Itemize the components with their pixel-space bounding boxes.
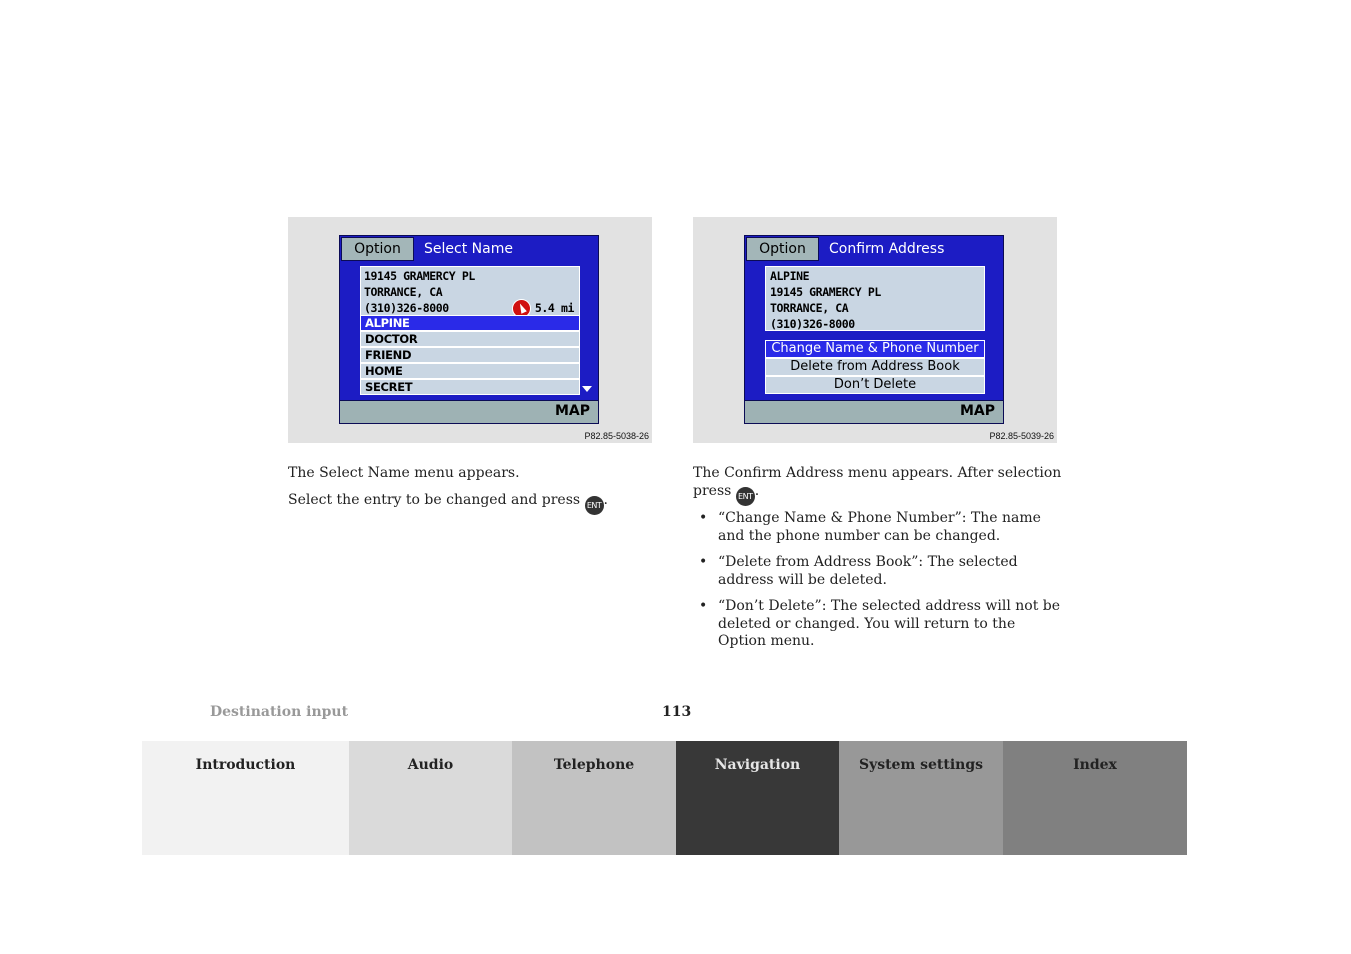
select-name-screen	[339, 235, 599, 424]
info-line: (310)326-8000	[364, 301, 449, 315]
nav-tab-system-settings[interactable]: System settings	[839, 741, 1003, 855]
caption-period: .	[754, 482, 760, 499]
list-item[interactable]: HOME	[360, 363, 580, 379]
scroll-down-icon[interactable]	[582, 386, 592, 392]
confirm-address-figure	[693, 217, 1057, 443]
address-line: ALPINE	[770, 269, 810, 283]
caption-text: The Confirm Address menu appears. After selection	[693, 465, 1062, 481]
caption-text: press	[693, 482, 732, 499]
address-line: 19145 GRAMERCY PL	[770, 285, 881, 299]
map-button[interactable]: MAP	[959, 403, 995, 419]
screen-footer	[340, 400, 598, 423]
change-name-phone-option[interactable]: Change Name & Phone Number	[765, 340, 985, 358]
ent-button-icon: ENT	[585, 496, 604, 515]
screen-footer	[745, 400, 1003, 423]
option-list	[765, 340, 985, 394]
section-name: Destination input	[210, 704, 349, 720]
option-descriptions	[693, 510, 1065, 660]
info-line: 19145 GRAMERCY PL	[364, 269, 475, 283]
address-line: (310)326-8000	[770, 317, 855, 331]
caption-period: .	[603, 492, 608, 508]
name-list	[360, 315, 580, 395]
nav-tab-index[interactable]: Index	[1003, 741, 1187, 855]
screen-title: Confirm Address	[829, 241, 945, 257]
address-info-box	[360, 266, 580, 318]
left-caption-2	[288, 492, 608, 515]
bullet-item: • “Delete from Address Book”: The selected address will be deleted.	[693, 554, 1065, 589]
confirm-address-screen	[744, 235, 1004, 424]
screen-title: Select Name	[424, 241, 513, 257]
ent-button-icon: ENT	[736, 487, 755, 506]
caption-line	[693, 483, 1065, 506]
option-tab[interactable]: Option	[341, 237, 414, 261]
distance-value: 5.4 mi	[534, 301, 574, 315]
figure-code: P82.85-5038-26	[584, 431, 649, 441]
delete-from-address-book-option[interactable]: Delete from Address Book	[765, 358, 985, 376]
chapter-nav-bar	[142, 741, 1187, 855]
nav-tab-introduction[interactable]: Introduction	[142, 741, 349, 855]
list-item[interactable]: DOCTOR	[360, 331, 580, 347]
bullet-item: • “Don’t Delete”: The selected address will not be deleted or changed. You will return to the Option menu.	[693, 598, 1065, 651]
page-number: 113	[662, 704, 692, 720]
nav-tab-telephone[interactable]: Telephone	[512, 741, 676, 855]
dont-delete-option[interactable]: Don’t Delete	[765, 376, 985, 394]
address-box	[765, 266, 985, 331]
nav-tab-audio[interactable]: Audio	[349, 741, 512, 855]
select-name-figure	[288, 217, 652, 443]
caption-text: Select the entry to be changed and press	[288, 492, 581, 508]
nav-tab-navigation[interactable]: Navigation	[676, 741, 839, 855]
list-item[interactable]: SECRET	[360, 379, 580, 395]
bullet-item: • “Change Name & Phone Number”: The name and the phone number can be changed.	[693, 510, 1065, 545]
info-line: TORRANCE, CA	[364, 285, 443, 299]
list-item[interactable]: ALPINE	[360, 315, 580, 331]
left-caption-1: The Select Name menu appears.	[288, 465, 520, 481]
map-button[interactable]: MAP	[554, 403, 590, 419]
distance-readout	[512, 300, 574, 316]
list-item[interactable]: FRIEND	[360, 347, 580, 363]
option-tab[interactable]: Option	[746, 237, 819, 261]
address-line: TORRANCE, CA	[770, 301, 849, 315]
figure-code: P82.85-5039-26	[989, 431, 1054, 441]
right-caption	[693, 465, 1065, 506]
